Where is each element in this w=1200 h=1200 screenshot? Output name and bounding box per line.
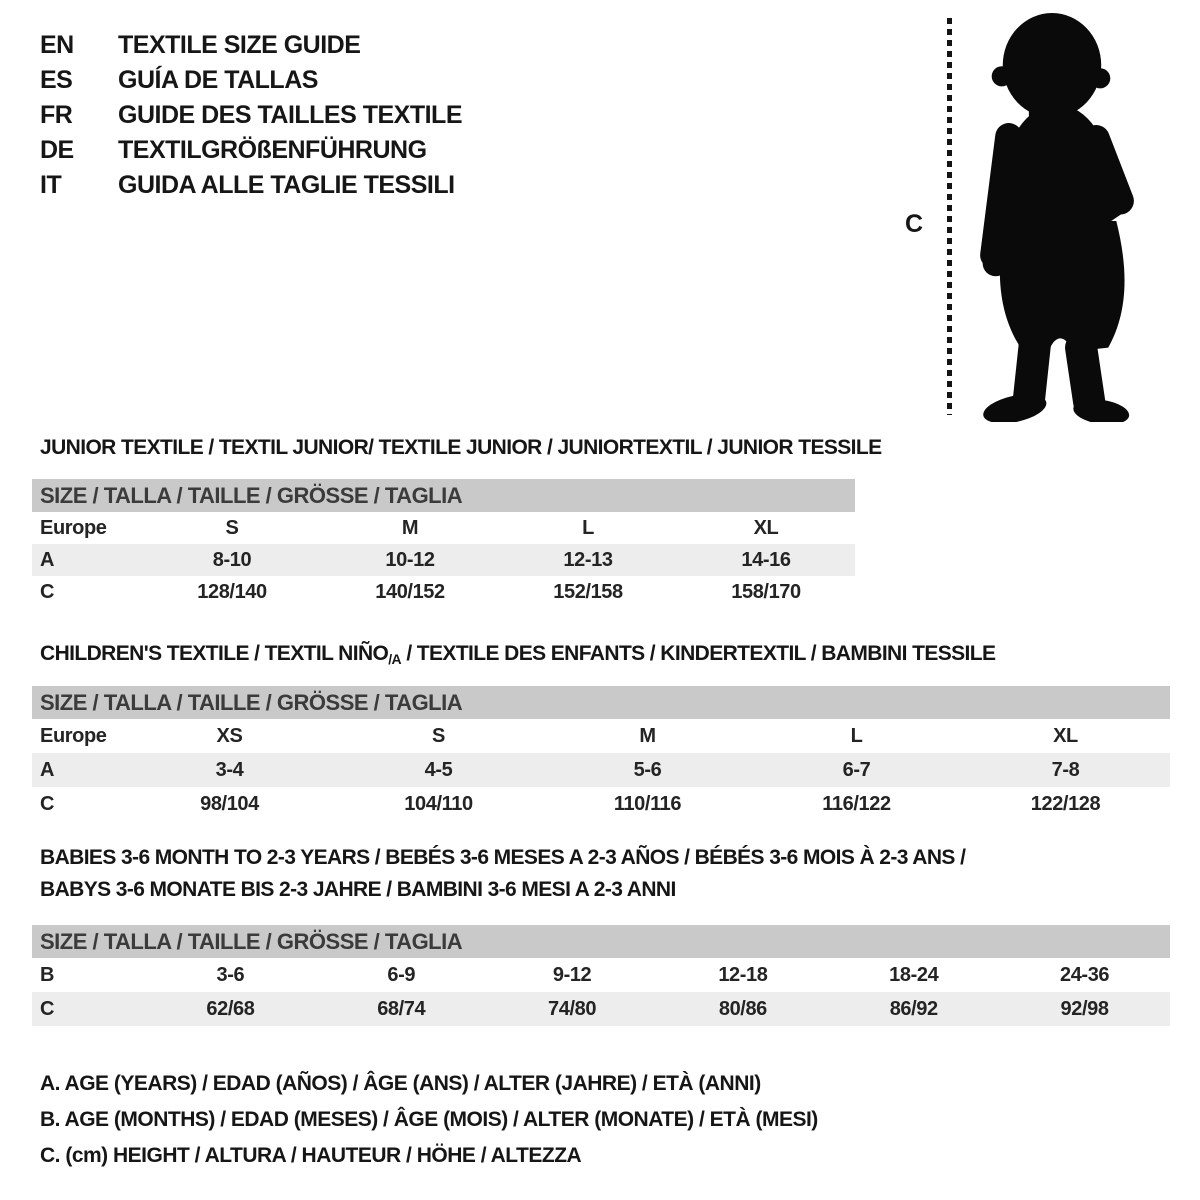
height-measure-dashed-line — [947, 18, 952, 415]
cell: 158/170 — [731, 580, 801, 603]
cell: 18-24 — [889, 963, 939, 986]
babies-title-line1: BABIES 3-6 MONTH TO 2-3 YEARS / BEBÉS 3-6 MESES A 2-3 AÑOS / BÉBÉS 3-6 MOIS À 2-3 ANS / — [40, 846, 966, 869]
table-row — [32, 753, 1170, 787]
cell: 116/122 — [822, 792, 891, 815]
table-row — [32, 576, 855, 608]
cell: 6-9 — [387, 963, 416, 986]
cell: XL — [1053, 724, 1078, 747]
language-code: FR — [40, 101, 73, 129]
cell: 8-10 — [143, 544, 321, 576]
table-row — [32, 992, 1170, 1026]
cell: L — [582, 516, 594, 539]
cell: 4-5 — [334, 753, 543, 787]
legend-line-b: B. AGE (MONTHS) / EDAD (MESES) / ÂGE (MOIS) / ALTER (MONATE) / ETÀ (MESI) — [40, 1108, 818, 1131]
language-label: GUÍA DE TALLAS — [118, 66, 318, 94]
row-label: Europe — [40, 516, 107, 539]
children-section-title — [40, 642, 995, 667]
language-code: EN — [40, 31, 74, 59]
cell: L — [850, 724, 863, 747]
babies-section-title — [40, 842, 1160, 906]
row-label: A — [32, 753, 125, 787]
cell: 5-6 — [543, 753, 752, 787]
row-label: A — [32, 544, 143, 576]
cell: 12-13 — [499, 544, 677, 576]
row-label: B — [40, 963, 55, 986]
cell: 10-12 — [321, 544, 499, 576]
cell: 14-16 — [677, 544, 855, 576]
row-label: Europe — [40, 724, 107, 747]
cell: 86/92 — [828, 992, 999, 1026]
language-row-de — [40, 133, 462, 168]
cell: M — [401, 516, 419, 539]
cell: 104/110 — [404, 792, 473, 815]
row-label: C — [40, 580, 55, 603]
cell: 98/104 — [200, 792, 259, 815]
table-row — [32, 958, 1170, 992]
language-row-en — [40, 28, 462, 63]
children-title-main: CHILDREN'S TEXTILE / TEXTIL NIÑO — [40, 642, 389, 665]
row-label: C — [40, 792, 55, 815]
cell: 6-7 — [752, 753, 961, 787]
measurement-legend — [40, 1066, 818, 1174]
junior-size-table — [32, 479, 855, 608]
cell: 92/98 — [999, 992, 1170, 1026]
cell: 140/152 — [375, 580, 445, 603]
babies-title-line2: BABYS 3-6 MONATE BIS 2-3 JAHRE / BAMBINI 3-6 MESI A 2-3 ANNI — [40, 878, 676, 901]
row-label: C — [32, 992, 145, 1026]
height-measure-label: C — [905, 210, 924, 238]
cell: 128/140 — [197, 580, 267, 603]
language-label: GUIDE DES TAILLES TEXTILE — [118, 101, 463, 129]
size-header-label: SIZE / TALLA / TAILLE / GRÖSSE / TAGLIA — [32, 925, 1170, 958]
cell: S — [432, 724, 445, 747]
language-row-it — [40, 168, 462, 203]
cell: XS — [216, 724, 243, 747]
cell: 3-6 — [216, 963, 245, 986]
language-code: ES — [40, 66, 73, 94]
cell: 62/68 — [145, 992, 316, 1026]
table-row — [32, 719, 1170, 753]
cell: 110/116 — [613, 792, 682, 815]
language-label: GUIDA ALLE TAGLIE TESSILI — [118, 171, 455, 199]
table-row — [32, 544, 855, 576]
cell: 9-12 — [552, 963, 592, 986]
cell: 122/128 — [1030, 792, 1101, 815]
size-header-bar — [32, 479, 855, 512]
size-header-bar — [32, 925, 1170, 958]
legend-line-a: A. AGE (YEARS) / EDAD (AÑOS) / ÂGE (ANS) / ALTER (JAHRE) / ETÀ (ANNI) — [40, 1072, 761, 1095]
cell: 152/158 — [553, 580, 623, 603]
language-label: TEXTILGRÖßENFÜHRUNG — [118, 136, 427, 164]
cell: 12-18 — [718, 963, 768, 986]
size-header-bar — [32, 686, 1170, 719]
children-title-rest: / TEXTILE DES ENFANTS / KINDERTEXTIL / BAMBINI TESSILE — [401, 642, 996, 665]
table-row — [32, 512, 855, 544]
language-code: IT — [40, 171, 62, 199]
cell: 68/74 — [316, 992, 487, 1026]
language-label: TEXTILE SIZE GUIDE — [118, 31, 361, 59]
size-header-label: SIZE / TALLA / TAILLE / GRÖSSE / TAGLIA — [32, 686, 1170, 719]
cell: 7-8 — [961, 753, 1170, 787]
cell: 80/86 — [657, 992, 828, 1026]
language-row-fr — [40, 98, 462, 133]
table-row — [32, 787, 1170, 821]
cell: XL — [753, 516, 779, 539]
language-title-list — [40, 28, 462, 203]
language-row-es — [40, 63, 462, 98]
junior-section-title: JUNIOR TEXTILE / TEXTIL JUNIOR/ TEXTILE JUNIOR / JUNIORTEXTIL / JUNIOR TESSILE — [40, 436, 882, 459]
cell: 74/80 — [487, 992, 658, 1026]
children-title-sub: /A — [388, 651, 402, 667]
cell: 24-36 — [1059, 963, 1110, 986]
cell: 3-4 — [125, 753, 334, 787]
cell: S — [225, 516, 239, 539]
language-code: DE — [40, 136, 74, 164]
size-header-label: SIZE / TALLA / TAILLE / GRÖSSE / TAGLIA — [32, 479, 855, 512]
babies-size-table — [32, 925, 1170, 1026]
cell: M — [639, 724, 656, 747]
children-size-table — [32, 686, 1170, 821]
legend-line-c: C. (cm) HEIGHT / ALTURA / HAUTEUR / HÖHE / ALTEZZA — [40, 1144, 582, 1167]
toddler-silhouette-icon — [963, 10, 1145, 422]
